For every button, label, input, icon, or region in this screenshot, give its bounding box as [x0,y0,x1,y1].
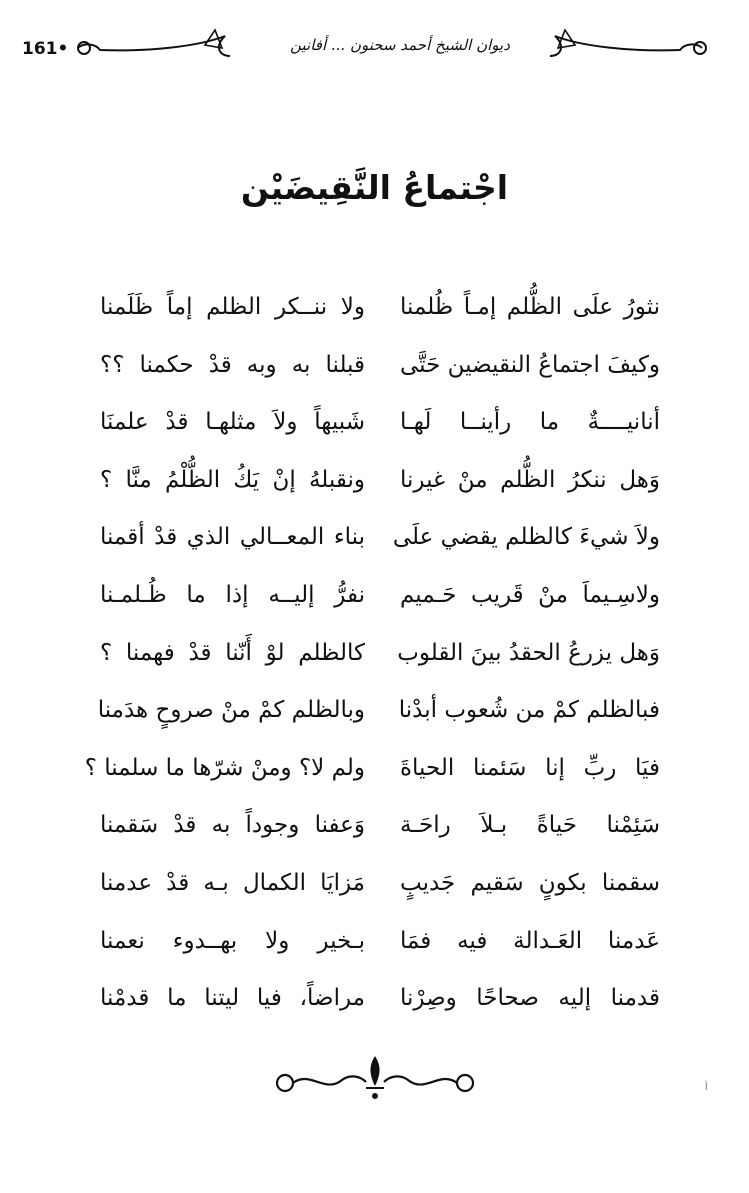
verse-first-hemistich: وكيفَ اجتماعُ النقيضين حَتَّى [400,351,660,378]
ornament-center-dot [372,1093,378,1099]
verse-row [100,338,660,396]
verse-first-hemistich: سَئِمْنا حَياةً بـلاَ راحَـة [400,812,660,839]
ornament-left-curl [277,1075,293,1091]
verse-first-hemistich: ولاَ شيءَ كالظلم يقضي علَى [392,524,660,551]
verse-row [100,798,660,856]
verse-first-hemistich: أنانيــــةٌ ما رأينــا لَهـا [400,409,660,436]
verse-second-hemistich: ونقبلهُ إنْ يَكُ الظُّلْمُ منَّا ؟ [100,466,365,493]
verse-second-hemistich: بناء المعــالي الذي قدْ أقمنا [100,524,365,551]
verse-row [97,683,660,741]
ornament-right-curl [457,1075,473,1091]
right-flourish-curl [694,42,706,54]
verse-second-hemistich: نفرُّ إليــه إذا ما ظُـلمـنا [100,581,365,608]
verse-second-hemistich: كالظلم لوْ أَنّنا قدْ فهمنا ؟ [100,639,365,666]
verse-first-hemistich: وَهل ننكرُ الظُّلم منْ غيرنا [400,466,660,493]
ornament-left-scroll [293,1076,366,1084]
verse-row [100,856,660,914]
verse-first-hemistich: وَهل يزرعُ الحقدُ بينَ القلوب [397,639,660,666]
verse-first-hemistich: فبالظلم كمْ من شُعوب أبدْنا [398,697,660,724]
verse-row [100,971,660,1029]
verse-first-hemistich: عَدمنا العَـدالة فيه فمَا [400,927,660,954]
verse-row [84,741,660,799]
verse-second-hemistich: وَعفنا وجوداً به قدْ سَقمنا [100,812,365,839]
verse-row [100,626,660,684]
verse-row [100,395,660,453]
poem-title: اجْتماعُ النَّقِيضَيْن [240,168,509,207]
page-header [0,0,749,90]
verse-second-hemistich: وبالظلم كمْ منْ صروحٍ هدَمنا [97,697,365,724]
verse-first-hemistich: ولاسِـيماَ منْ قَريب حَـميم [400,581,660,608]
ornament-right-scroll [384,1076,457,1084]
footer-ornament [270,1050,480,1110]
verse-second-hemistich: ولا ننــكر الظلم إماً ظَلَمنا [100,294,365,320]
poem-body [84,280,660,1029]
verse-second-hemistich: مَزايَا الكمال بـه قدْ عدمنا [100,869,365,896]
margin-mark: ﺃ [705,1083,708,1093]
page-number: 161• [22,39,69,59]
verse-first-hemistich: فيَا ربِّ إنا سَئمنا الحياةَ [400,754,660,781]
verse-second-hemistich: قبلنا به وبه قدْ حكمنا ؟؟ [100,351,365,378]
verse-second-hemistich: ولم لا؟ ومنْ شرّها ما سلمنا ؟ [84,754,365,781]
verse-second-hemistich: مراضاً، فيا ليتنا ما قدمْنا [100,985,365,1012]
verse-row [100,280,660,338]
verse-row [100,453,660,511]
verse-first-hemistich: قدمنا إليه صحاحًا وصِرْنا [400,985,660,1012]
verse-first-hemistich: سقمنا بكونٍ سَقيم جَديبٍ [400,869,660,896]
verse-second-hemistich: بـخير ولا بهــدوء نعمنا [100,927,365,954]
running-head: ديوان الشيخ أحمد سحنون ... أفانين [290,36,510,54]
ornament-center-leaf [370,1056,379,1086]
verse-row [100,510,660,568]
verse-first-hemistich: نثورُ علَى الظُّلم إمـاً ظُلمنا [400,294,660,320]
verse-second-hemistich: شَبيهاً ولاَ مثلهـا قدْ علمنَا [100,409,365,436]
verse-row [100,914,660,972]
verse-row [100,568,660,626]
